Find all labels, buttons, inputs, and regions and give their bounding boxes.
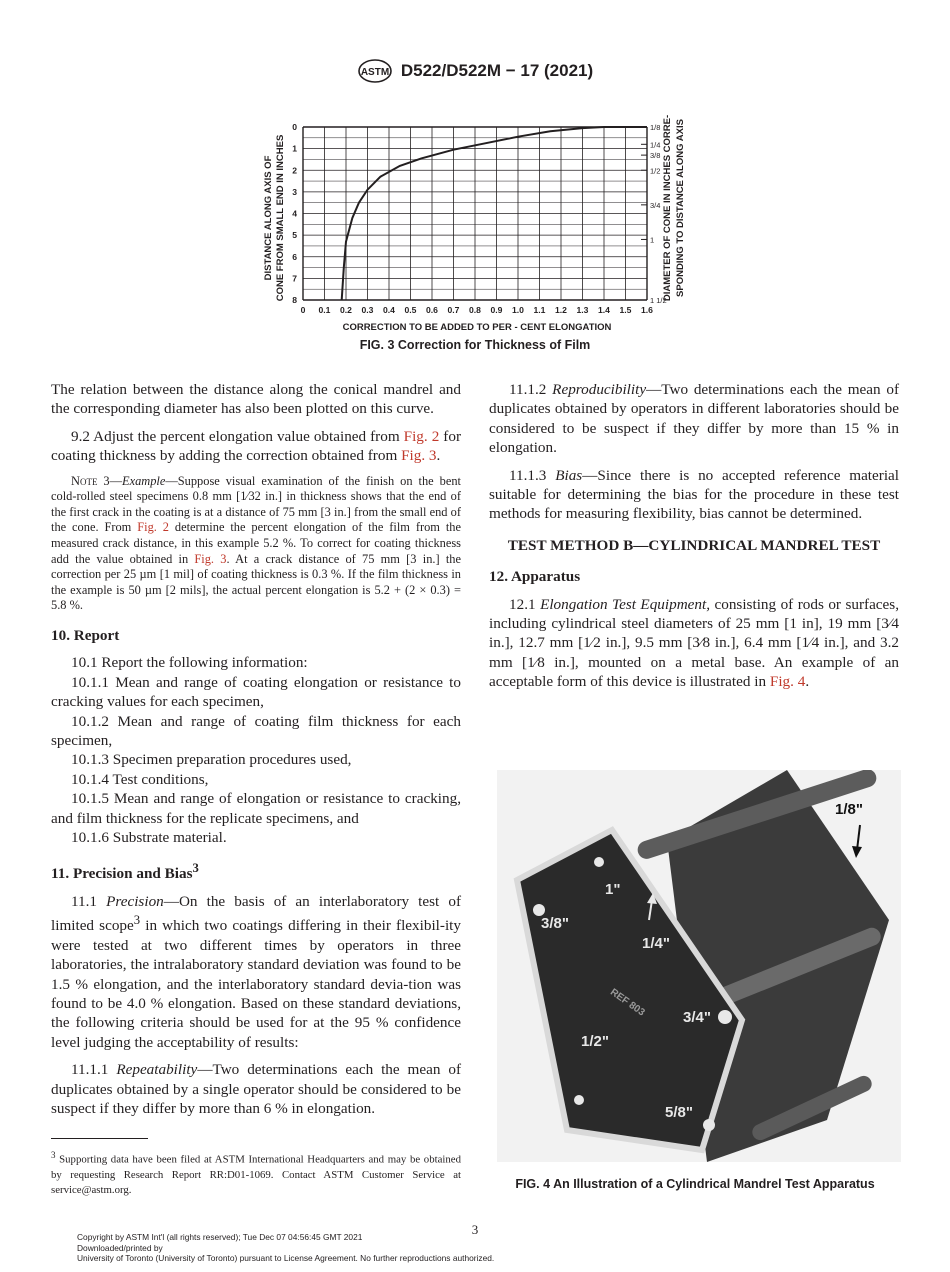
x-tick-label: 0.8	[469, 305, 481, 315]
x-tick-label: 1.6	[641, 305, 653, 315]
method-b-heading: TEST METHOD B—CYLINDRICAL MANDREL TEST	[507, 536, 881, 554]
x-tick-label: 1.2	[555, 305, 567, 315]
copyright-line3: University of Toronto (University of Toronto) pursuant to License Agreement. No further reproductions authorized.	[77, 1253, 495, 1263]
report-list	[51, 653, 461, 847]
secondary-tick-label: 1/8	[650, 123, 661, 132]
label-3-8: 3/8"	[541, 915, 569, 932]
paragraph-11-1-3: 11.1.3 Bias—Since there is no accepted reference material suitable for determining the bias for the procedure in these test methods for measuring flexibility, bias cannot be determined.	[489, 466, 900, 523]
y-tick-label: 0	[292, 122, 297, 132]
section-10-heading: 10. Report	[51, 626, 120, 644]
fig3-chart	[255, 100, 695, 332]
secondary-tick-label: 1	[650, 235, 655, 245]
copyright-line1: Copyright by ASTM Int'l (all rights reserved); Tue Dec 07 04:56:45 GMT 2021	[77, 1232, 363, 1242]
y-axis-label-line1: DISTANCE ALONG AXIS OF	[263, 155, 274, 281]
paragraph-10-1-6: 10.1.6 Substrate material.	[71, 829, 227, 847]
x-tick-label: 1.4	[598, 305, 610, 315]
x-tick-label: 0.7	[447, 305, 460, 315]
secondary-tick-label: 3/8	[650, 151, 661, 161]
secondary-tick-label: 1/4	[650, 140, 661, 150]
x-tick-label: 1.5	[619, 305, 632, 315]
copyright-line2: Downloaded/printed by	[77, 1242, 163, 1253]
intro-paragraph: The relation between the distance along the conical mandrel and the corresponding diameter has also been plotted on this curve.	[51, 381, 461, 418]
y-tick-label: 2	[292, 165, 297, 176]
paragraph-10-1-2: 10.1.2 Mean and range of coating film thickness for each specimen,	[51, 712, 461, 749]
page-header	[0, 58, 950, 89]
astm-logo	[357, 58, 393, 84]
secondary-tick-label: 1/2	[650, 166, 661, 176]
y-tick-label: 7	[292, 273, 297, 284]
paragraph-12-1: 12.1 Elongation Test Equipment, consisting of rods or surfaces, including cylindrical steel diameters of 25 mm [1 in], 19 mm [3⁄4 in.], 12.7 mm [1⁄2 in.], 9.5 mm [3⁄8 in.], 6.4 mm [1⁄4 in.], and 3.2 mm [1⁄8 in.], mounted on a metal base. An example of an acceptable form of this device is illustrated in Fig. 4.	[489, 595, 899, 691]
paragraph-10-1-1: 10.1.1 Mean and range of coating elongation or resistance to cracking values for each specimen,	[51, 673, 461, 711]
fig3-caption: FIG. 3 Correction for Thickness of Film	[359, 338, 591, 352]
astm-logo-text: ASTM	[360, 67, 390, 78]
secondary-tick-label: 1 1/2	[650, 296, 667, 305]
x-tick-label: 1.0	[512, 305, 524, 315]
x-tick-label: 0.2	[340, 305, 352, 315]
secondary-tick-label: 3/4	[650, 200, 661, 210]
y-axis-label-line2: CONE FROM SMALL END IN INCHES	[275, 134, 286, 302]
footnote-ref[interactable]: 3	[192, 861, 199, 876]
y-tick-label: 1	[292, 143, 297, 154]
left-column	[51, 380, 461, 1126]
note-3: Note 3—Example—Suppose visual examination of the finish on the bent cold-rolled steel specimens 0.8 mm [1⁄32 in.] in thickness shows that the end of the first crack in the coating is at a distance of 75 mm [3 in.] from the small end of the cone. From Fig. 2 determine the percent elongation of the film from the measured crack distance, in this example 5.2 %. To correct for coating thickness add the value obtained in Fig. 3. At a crack distance of 75 mm [3 in.] the correction per 25 µm [1 mil] of coating thickness is 0.3 %. If the film thickness in the example is 50 µm [2 mils], the actual percent elongation is 5.2 + (2 × 0.3) = 5.8 %.	[51, 473, 461, 613]
y-tick-label: 6	[292, 251, 297, 262]
right-column	[489, 380, 899, 700]
x-tick-label: 0.3	[361, 305, 374, 315]
fig3-link[interactable]: Fig. 3	[401, 447, 437, 465]
copyright-notice	[77, 1232, 494, 1264]
document-id: D522/D522M − 17 (2021)	[400, 61, 594, 80]
x-tick-label: 0	[300, 305, 306, 315]
y-tick-label: 4	[292, 208, 297, 219]
y-tick-label: 5	[292, 230, 297, 241]
y-tick-label: 8	[292, 295, 297, 305]
x-tick-label: 0.4	[383, 305, 395, 315]
y-tick-label: 3	[292, 186, 297, 197]
x-axis-label: CORRECTION TO BE ADDED TO PER - CENT ELONGATION	[342, 322, 612, 332]
x-tick-label: 1.1	[533, 305, 546, 315]
x-tick-label: 0.9	[490, 305, 503, 315]
label-3-4: 3/4"	[683, 1009, 711, 1026]
x-tick-label: 0.5	[404, 305, 417, 315]
right-axis-label-line1: DIAMETER OF CONE IN INCHES CORRE-	[662, 114, 673, 302]
fig2-link[interactable]: Fig. 2	[137, 520, 169, 535]
label-1-4: 1/4"	[642, 935, 670, 952]
paragraph-11-1-1: 11.1.1 Repeatability—Two determinations each the mean of duplicates obtained by a single operator should be considered to be suspect if they differ by more than 6 % in elongation.	[51, 1061, 462, 1118]
paragraph-11-1-2: 11.1.2 Reproducibility—Two determinations each the mean of duplicates obtained by operators in different laboratories should be considered to be suspect if they differ by more than 15 % in elongation.	[489, 381, 900, 457]
x-tick-label: 1.3	[576, 305, 589, 315]
paragraph-9-2: 9.2 Adjust the percent elongation value obtained from Fig. 2 for coating thickness by adding the correction obtained from Fig. 3.	[51, 427, 461, 465]
label-1-8: 1/8"	[835, 801, 863, 818]
page-number: 3	[471, 1222, 479, 1237]
label-5-8: 5/8"	[665, 1104, 693, 1121]
fig3-link[interactable]: Fig. 3	[194, 551, 227, 566]
fig2-link[interactable]: Fig. 2	[403, 427, 440, 445]
fig4-apparatus-photo	[497, 770, 901, 1162]
right-axis-label-line2: SPONDING TO DISTANCE ALONG AXIS	[675, 119, 686, 297]
footnote-divider	[51, 1138, 148, 1139]
label-1-2: 1/2"	[581, 1033, 609, 1050]
x-tick-label: 0.1	[318, 305, 331, 315]
fig4-caption: FIG. 4 An Illustration of a Cylindrical Mandrel Test Apparatus	[515, 1177, 875, 1191]
paragraph-10-1-3: 10.1.3 Specimen preparation procedures used,	[71, 751, 352, 769]
x-tick-label: 0.6	[426, 305, 438, 315]
label-ref-803: REF 803	[607, 986, 647, 1019]
footnote-3: $^3$ Supporting data have been filed at ASTM International Headquarters and may be obtained by requesting Research Report RR:D01-1069. Contact ASTM Customer Service at service@astm.org.	[51, 1150, 461, 1196]
fig4-link[interactable]: Fig. 4	[769, 673, 806, 691]
paragraph-11-1: 11.1 Precision—On the basis of an interlaboratory test of limited scope$^3$ in which two coatings differing in their flexibil-ity were tested at two different times by operators in three laboratories, the intralaboratory standard deviation was found to be 1.5 % elongation, and the interlaboratory standard devia-tion was found to be 4.0 % elongation. Based on these standard deviations, the following criteria should be used for at the 95 % confidence level judging the acceptability of results:	[51, 892, 462, 1051]
paragraph-10-1: 10.1 Report the following information:	[71, 654, 308, 672]
section-11-heading: 11. Precision and Bias$^3$	[51, 861, 199, 883]
paragraph-10-1-5: 10.1.5 Mean and range of elongation or resistance to cracking, and film thickness for the replicate specimens, and	[51, 790, 461, 827]
label-1: 1"	[605, 881, 621, 898]
paragraph-10-1-4: 10.1.4 Test conditions,	[71, 770, 209, 788]
section-12-heading: 12. Apparatus	[489, 568, 581, 586]
footnote-ref[interactable]: 3	[133, 913, 141, 928]
